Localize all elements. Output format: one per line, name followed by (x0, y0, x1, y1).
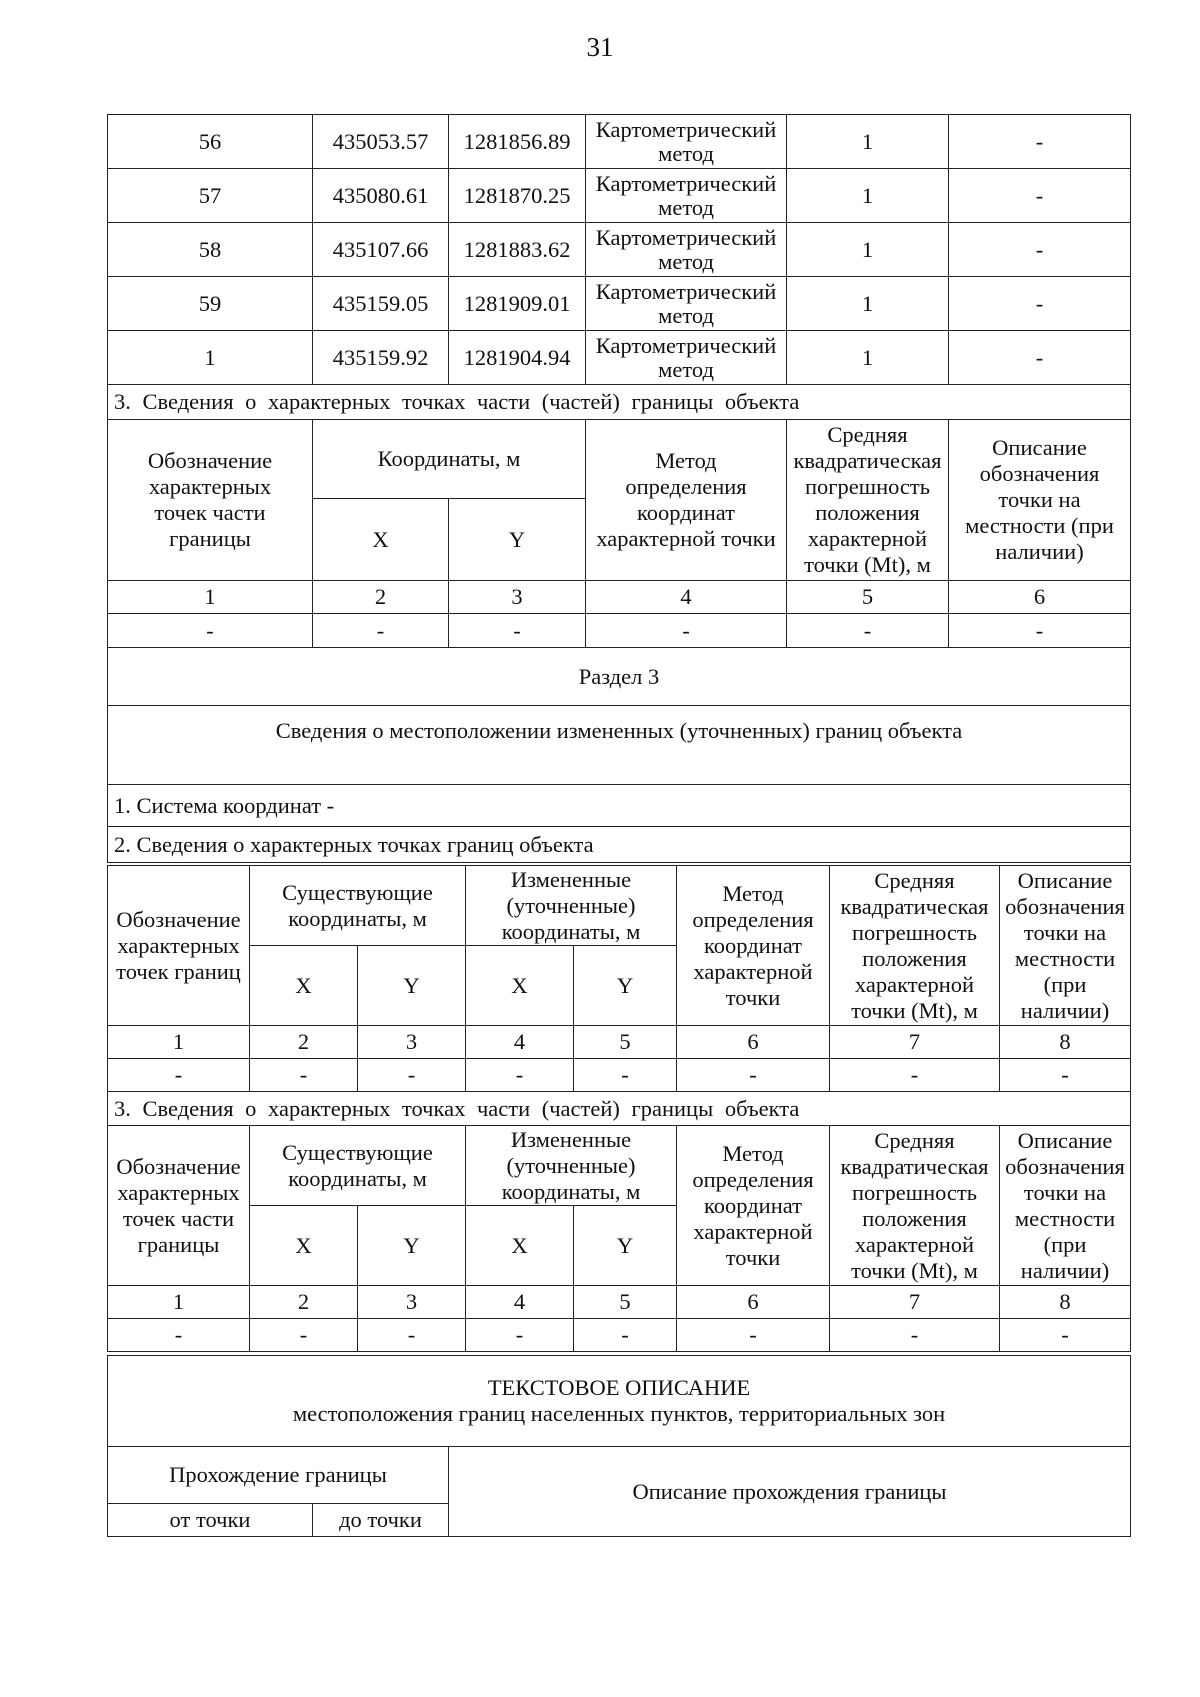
description-cell: - (949, 331, 1131, 385)
empty-cell: - (250, 1059, 358, 1092)
point-number-cell: 57 (108, 169, 313, 223)
empty-cell: - (574, 1319, 677, 1352)
empty-cell: - (1000, 1059, 1131, 1092)
header-method: Метод определения координат характерной точки (586, 420, 787, 581)
empty-cell: - (466, 1319, 574, 1352)
header-y: Y (574, 1206, 677, 1286)
col-num: 5 (574, 1286, 677, 1319)
col-num: 8 (1000, 1026, 1131, 1059)
x-coordinate-cell: 435159.92 (313, 331, 449, 385)
table-row (108, 331, 1131, 385)
header-mt: Средняя квадратическая погрешность положения характерной точки (Mt), м (830, 866, 1000, 1026)
mt-cell: 1 (787, 331, 949, 385)
header-changed: Измененные (уточненные) координаты, м (466, 866, 677, 946)
empty-cell: - (949, 614, 1131, 648)
col-num: 4 (466, 1286, 574, 1319)
table-row (108, 223, 1131, 277)
method-cell (586, 115, 787, 169)
header-existing: Существующие координаты, м (250, 866, 466, 946)
header-designation: Обозначение характерных точек границ (108, 866, 250, 1026)
point-number-cell: 1 (108, 331, 313, 385)
empty-cell: - (250, 1319, 358, 1352)
description-cell: - (949, 115, 1131, 169)
empty-row (108, 614, 1131, 648)
header-coordinates: Координаты, м (313, 420, 586, 499)
method-line: метод (658, 356, 714, 382)
mt-cell: 1 (787, 169, 949, 223)
col-num: 6 (677, 1026, 830, 1059)
empty-cell: - (787, 614, 949, 648)
parts-title: 3. Сведения о характерных точках части (частей) границы объекта (108, 1092, 1131, 1126)
header-designation: Обозначение характерных точек части границы (108, 1126, 250, 1286)
header-x: X (466, 946, 574, 1026)
empty-cell: - (108, 1319, 250, 1352)
col-num: 1 (108, 581, 313, 614)
x-coordinate-cell: 435080.61 (313, 169, 449, 223)
parts-section-1 (108, 385, 1131, 863)
mt-cell: 1 (787, 277, 949, 331)
method-line: Картометрический (595, 278, 777, 304)
y-coordinate-cell: 1281909.01 (449, 277, 586, 331)
header-description: Описание обозначения точки на местности (при наличии) (1000, 866, 1131, 1026)
col-num: 5 (787, 581, 949, 614)
y-coordinate-cell: 1281870.25 (449, 169, 586, 223)
section-subheading: Сведения о местоположении измененных (уточненных) границ объекта (108, 706, 1131, 785)
column-numbers-row (108, 581, 1131, 614)
point-number-cell: 56 (108, 115, 313, 169)
header-description: Описание обозначения точки на местности (при наличии) (949, 420, 1131, 581)
method-line: метод (658, 194, 714, 220)
page-number: 31 (586, 32, 614, 62)
col-num: 8 (1000, 1286, 1131, 1319)
col-num: 3 (449, 581, 586, 614)
description-cell: - (949, 223, 1131, 277)
section-heading: Раздел 3 (108, 648, 1131, 706)
x-coordinate-cell: 435107.66 (313, 223, 449, 277)
description-cell: - (949, 169, 1131, 223)
col-num: 6 (677, 1286, 830, 1319)
method-cell (586, 223, 787, 277)
table-row (108, 169, 1131, 223)
method-cell (586, 277, 787, 331)
header-x: X (466, 1206, 574, 1286)
y-coordinate-cell: 1281856.89 (449, 115, 586, 169)
col-num: 2 (250, 1286, 358, 1319)
header-x: X (313, 499, 449, 581)
description-cell: - (949, 277, 1131, 331)
method-line: метод (658, 302, 714, 328)
col-num: 1 (108, 1026, 250, 1059)
column-numbers-row (108, 1026, 1131, 1059)
table-row (108, 115, 1131, 169)
method-line: Картометрический (595, 224, 777, 250)
empty-cell: - (586, 614, 787, 648)
header-x: X (250, 946, 358, 1026)
empty-cell: - (830, 1319, 1000, 1352)
empty-cell: - (358, 1059, 466, 1092)
header-y: Y (574, 946, 677, 1026)
empty-cell: - (313, 614, 449, 648)
point-number-cell: 58 (108, 223, 313, 277)
empty-row (108, 1319, 1131, 1352)
empty-cell: - (1000, 1319, 1131, 1352)
col-num: 1 (108, 1286, 250, 1319)
y-coordinate-cell: 1281904.94 (449, 331, 586, 385)
x-coordinate-cell: 435053.57 (313, 115, 449, 169)
passage-description-header: Описание прохождения границы (449, 1447, 1131, 1537)
y-coordinate-cell: 1281883.62 (449, 223, 586, 277)
col-num: 3 (358, 1026, 466, 1059)
empty-cell: - (574, 1059, 677, 1092)
boundary-points-table (107, 865, 1131, 1352)
col-num: 2 (313, 581, 449, 614)
text-description-table (107, 1355, 1131, 1537)
empty-cell: - (677, 1059, 830, 1092)
method-line: Картометрический (595, 170, 777, 196)
method-line: Картометрический (595, 116, 777, 142)
col-num: 7 (830, 1286, 1000, 1319)
col-num: 7 (830, 1026, 1000, 1059)
method-cell (586, 331, 787, 385)
x-coordinate-cell: 435159.05 (313, 277, 449, 331)
method-line: метод (658, 248, 714, 274)
boundary-points-title: 2. Сведения о характерных точках границ объекта (108, 827, 1131, 863)
text-description-header (108, 1356, 1131, 1447)
text-description-subtitle: местоположения границ населенных пунктов, территориальных зон (292, 1401, 946, 1426)
col-num: 2 (250, 1026, 358, 1059)
header-description: Описание обозначения точки на местности (при наличии) (1000, 1126, 1131, 1286)
empty-row (108, 1059, 1131, 1092)
passage-header: Прохождение границы (108, 1447, 449, 1504)
col-num: 4 (586, 581, 787, 614)
point-number-cell: 59 (108, 277, 313, 331)
from-point-header: от точки (108, 1504, 313, 1537)
method-cell (586, 169, 787, 223)
col-num: 4 (466, 1026, 574, 1059)
points-rows (108, 115, 1131, 385)
col-num: 6 (949, 581, 1131, 614)
empty-cell: - (830, 1059, 1000, 1092)
header-mt: Средняя квадратическая погрешность положения характерной точки (Mt), м (787, 420, 949, 581)
col-num: 3 (358, 1286, 466, 1319)
header-y: Y (358, 946, 466, 1026)
to-point-header: до точки (313, 1504, 449, 1537)
column-numbers-row (108, 1286, 1131, 1319)
empty-cell: - (108, 614, 313, 648)
coordinates-table (107, 114, 1131, 863)
empty-cell: - (108, 1059, 250, 1092)
mt-cell: 1 (787, 223, 949, 277)
coordinate-system: 1. Система координат - (108, 785, 1131, 827)
header-changed: Измененные (уточненные) координаты, м (466, 1126, 677, 1206)
header-existing: Существующие координаты, м (250, 1126, 466, 1206)
col-num: 5 (574, 1026, 677, 1059)
empty-cell: - (449, 614, 586, 648)
header-designation: Обозначение характерных точек части границы (108, 420, 313, 581)
header-x: X (250, 1206, 358, 1286)
header-y: Y (358, 1206, 466, 1286)
header-y: Y (449, 499, 586, 581)
empty-cell: - (677, 1319, 830, 1352)
header-method: Метод определения координат характерной точки (677, 1126, 830, 1286)
text-description-title: ТЕКСТОВОЕ ОПИСАНИЕ (487, 1375, 751, 1400)
parts-title: 3. Сведения о характерных точках части (частей) границы объекта (108, 385, 1131, 420)
header-mt: Средняя квадратическая погрешность положения характерной точки (Mt), м (830, 1126, 1000, 1286)
empty-cell: - (466, 1059, 574, 1092)
header-method: Метод определения координат характерной точки (677, 866, 830, 1026)
empty-cell: - (358, 1319, 466, 1352)
mt-cell: 1 (787, 115, 949, 169)
method-line: Картометрический (595, 332, 777, 358)
method-line: метод (658, 140, 714, 166)
table-row (108, 277, 1131, 331)
